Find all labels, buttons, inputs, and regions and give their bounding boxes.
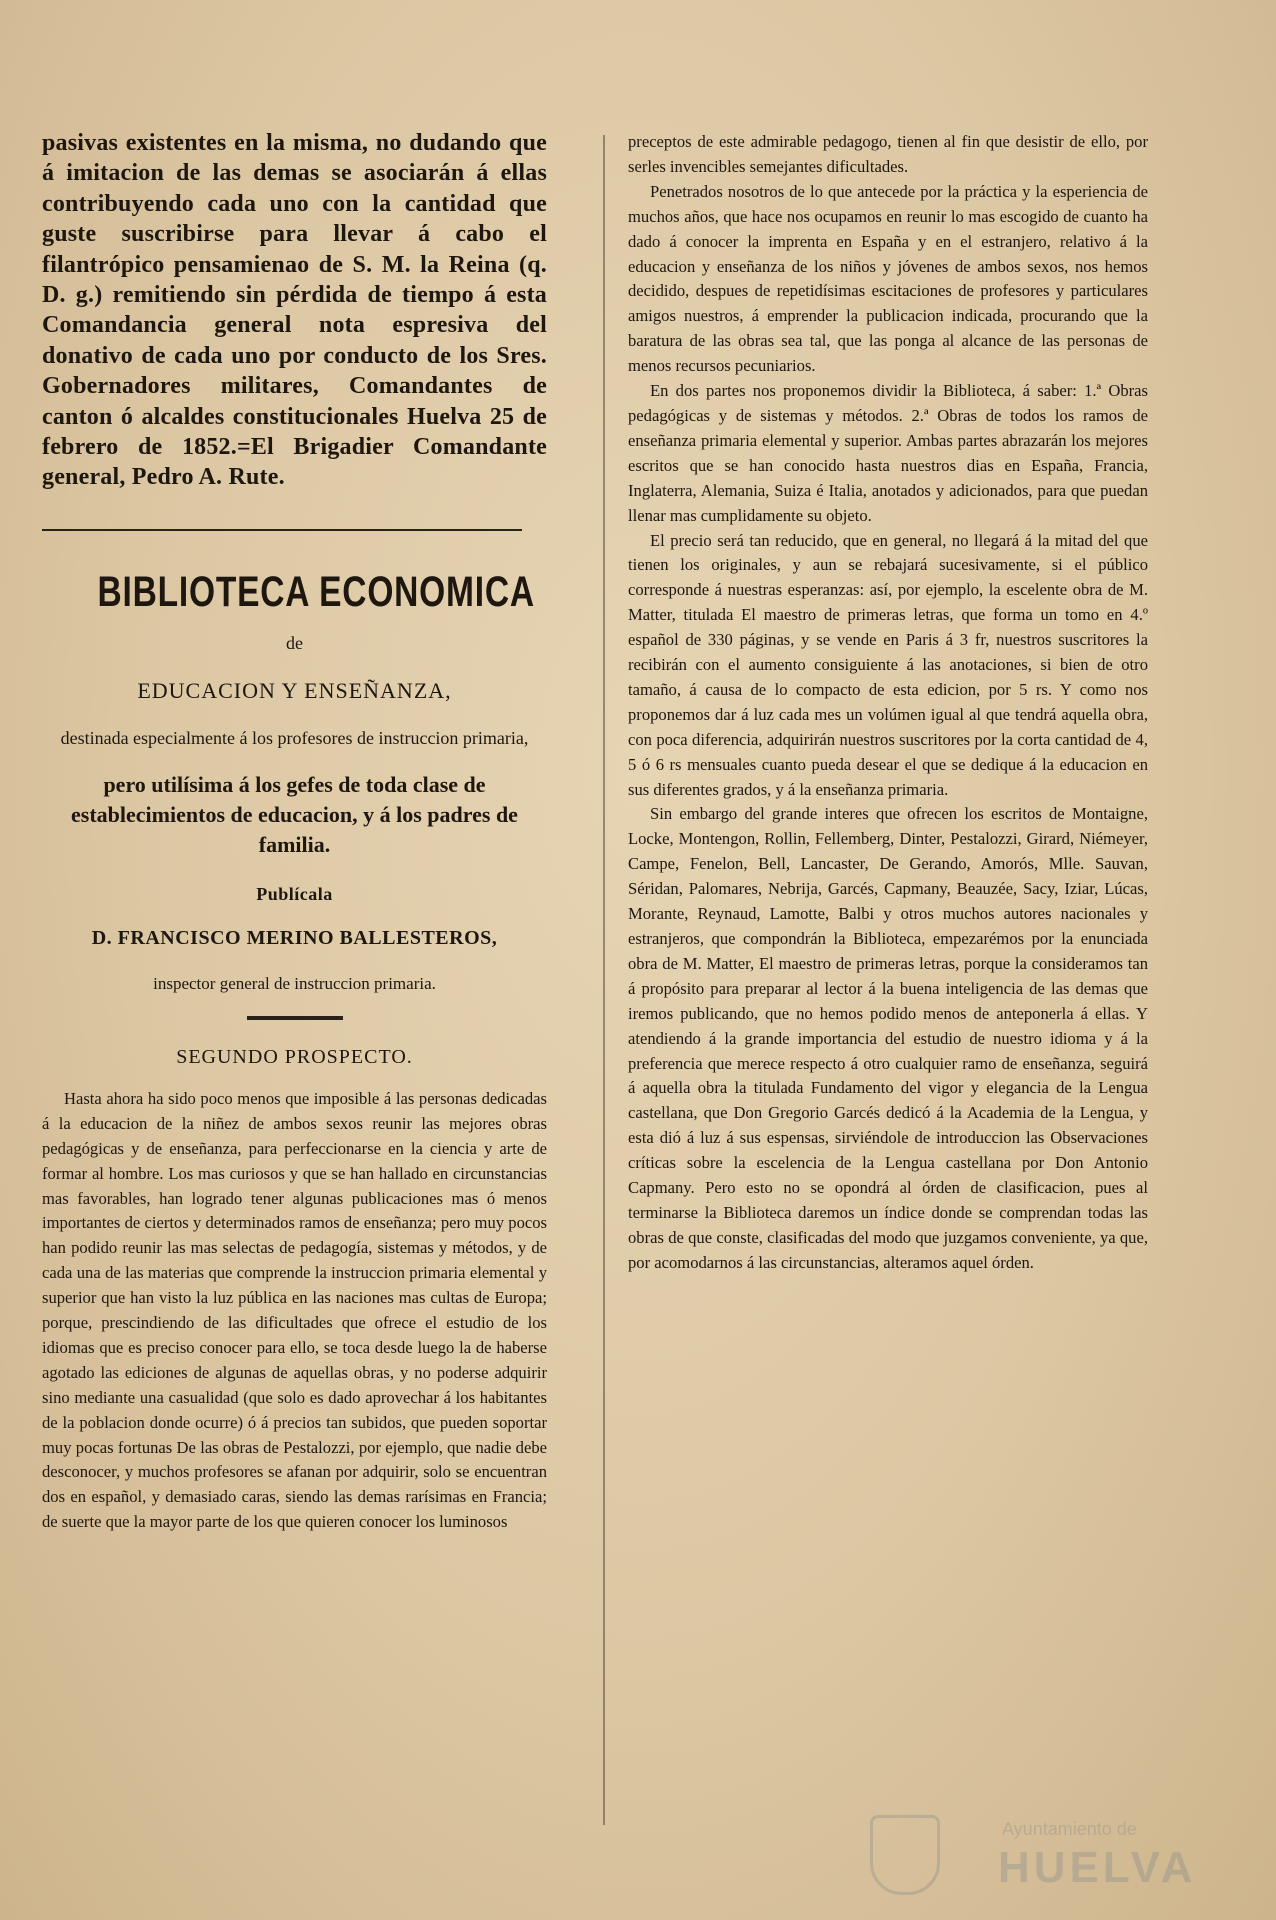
page-title: BIBLIOTECA ECONOMICA	[97, 567, 535, 616]
author-title: inspector general de instruccion primaria.	[153, 973, 436, 993]
author-name: D. FRANCISCO MERINO BALLESTEROS,	[91, 926, 498, 949]
column-rule	[603, 135, 605, 1825]
subtitle: EDUCACION Y ENSEÑANZA,	[137, 677, 452, 703]
military-notice: pasivas existentes en la misma, no dudando que á imitacion de las demas se asociarán á ellas contribuyendo cada uno con la cantidad que guste suscribirse para llevar á cabo el filantrópico pensamienao de S. M. la Reina (q. D. g.) remitiendo sin pérdida de tiempo á esta Comandancia general nota espresiva del donativo de cada uno por conducto de los Sres. Gobernadores militares, Comandantes de canton ó alcaldes constitucionales Huelva 25 de febrero de 1852.=El Brigadier Comandante general, Pedro A. Rute.	[42, 130, 547, 491]
paragraph: Hasta ahora ha sido poco menos que imposible á las personas dedicadas á la educacion de la niñez de ambos sexos reunir las mejores obras pedagógicas y de enseñanza, para perfeccionarse en la ciencia y arte de formar al hombre. Los mas curiosos y que se han hallado en circunstancias mas favorables, han logrado tener algunas publicaciones mas ó menos importantes de ciertos y determinados ramos de enseñanza; pero muy pocos han podido reunir las mas selectas de pedagogía, sistemas y métodos, y de cada una de las materias que comprende la instruccion primaria elemental y superior que han visto la luz pública en las naciones mas cultas de Europa; porque, prescindiendo de las dificultades que ofrece el estudio de los idiomas que es preciso conocer para ello, se toca desde luego la de haberse agotado las ediciones de algunas de aquellas obras, y no poderse adquirir sino mediante una casualidad (que solo es dado aprovechar á los habitantes de la poblacion donde ocurre) ó á precios tan subidos, que pueden soportar muy pocas fortunas De las obras de Pestalozzi, por ejemplo, que nadie debe desconocer, y muchos profesores se afanan por adquirir, solo se encuentran dos en español, y demasiado caras, siendo las demas rarísimas en Francia; de suerte que la mayor parte de los que quieren conocer los luminosos	[42, 1088, 547, 1532]
section-divider	[42, 529, 522, 531]
right-body	[628, 130, 1148, 1276]
watermark-top: Ayuntamiento de	[1002, 1819, 1137, 1839]
paragraph: Penetrados nosotros de lo que antecede por la práctica y la esperiencia de muchos años, que hace nos ocupamos en reunir lo mas escogido de cuanto ha dado á conocer la imprenta en España y en el estranjero, relativo á la educacion y enseñanza de los niños y jóvenes de ambos sexos, nos hemos decidido, despues de repetidísimas escitaciones de profesores y particulares amigos nuestros, á emprender la publicacion indicada, procurando que la baratura de las obras sea tal, que las ponga al alcance de las personas de menos recursos pecuniarios.	[628, 181, 1148, 376]
watermark-bottom: HUELVA	[998, 1843, 1197, 1892]
paragraph: En dos partes nos proponemos dividir la Biblioteca, á saber: 1.ª Obras pedagógicas y de sistemas y métodos. 2.ª Obras de todos los ramos de enseñanza primaria elemental y superior. Ambas partes abrazarán los mejores escritos que se han conocido hasta nuestros dias en España, Francia, Inglaterra, Alemania, Suiza é Italia, anotados y adicionados, para que puedan llenar mas cumplidamente su objeto.	[628, 381, 1148, 525]
paragraph: El precio será tan reducido, que en general, no llegará á la mitad del que tienen los originales, y aun se rebajará sucesivamente, si el público corresponde á nuestras esperanzas: así, por ejemplo, la escelente obra de M. Matter, titulada El maestro de primeras letras, que forma un tomo en 4.º español de 330 páginas, y se vende en Paris á 3 fr, nuestros suscritores la recibirán con el aumento consiguiente á las anotaciones, si bien de otro tamaño, á causa de lo compacto de esta edicion, por 5 rs. Y como nos proponemos dar á luz cada mes un volúmen igual al que tendrá aquella obra, con poca diferencia, adquirirán nuestros suscritores por la corta cantidad de 4, 5 ó 6 rs mensuales cuanto pueda desear el que se dedique á la educacion en sus diferentes grados, y á la enseñanza primaria.	[628, 530, 1148, 799]
crest-icon	[870, 1815, 940, 1895]
left-body	[42, 1087, 547, 1535]
short-divider	[247, 1016, 343, 1020]
destination-line: destinada especialmente á los profesores de instruccion primaria,	[60, 727, 529, 748]
publisher-label: Publícala	[256, 883, 333, 904]
title-connector: de	[286, 632, 303, 653]
audience-line: pero utilísima á los gefes de toda clase de establecimientos de educacion, y á los padres de familia.	[71, 771, 518, 857]
section-heading: SEGUNDO PROSPECTO.	[176, 1045, 413, 1068]
archive-watermark	[870, 1815, 1210, 1895]
paragraph: Sin embargo del grande interes que ofrecen los escritos de Montaigne, Locke, Montengon, Rollin, Fellemberg, Dinter, Pestalozzi, Girard, Niémeyer, Campe, Fenelon, Bell, Lancaster, De Gerando, Amorós, Mlle. Sauvan, Séridan, Palomares, Nebrija, Garcés, Capmany, Beauzée, Sacy, Iziar, Lúcas, Morante, Reynaud, Lamotte, Balbi y otros muchos autores nacionales y estranjeros, que compondrán la Biblioteca, empezarémos por la enunciada obra de M. Matter, El maestro de primeras letras, porque la consideramos tan á propósito para preparar al lector á la buena inteligencia de las demas que iremos publicando, que no hemos podido menos de anteponerla á ellas. Y atendiendo á la grande importancia del estudio de nuestro idioma y á la preferencia que merece respecto á otro cualquier ramo de enseñanza, seguirá á aquella obra la titulada Fundamento del vigor y elegancia de la Lengua castellana, que Don Gregorio Garcés dedicó á la Academia de la Lengua, y esta dió á luz á sus espensas, sirviéndole de introduccion las Observaciones críticas sobre la escelencia de la Lengua castellana por Don Antonio Capmany. Pero esto no se opondrá al órden de clasificacion, pues al terminarse la Biblioteca daremos un índice donde se comprendan todas las obras de que conste, clasificadas del modo que juzgamos conveniente, ya que, por acomodarnos á las circunstancias, alteramos aquel órden.	[628, 804, 1148, 1272]
left-column	[42, 128, 547, 1535]
paragraph: preceptos de este admirable pedagogo, tienen al fin que desistir de ello, por serles invencibles semejantes dificultades.	[628, 132, 1148, 176]
right-column	[628, 130, 1148, 1276]
